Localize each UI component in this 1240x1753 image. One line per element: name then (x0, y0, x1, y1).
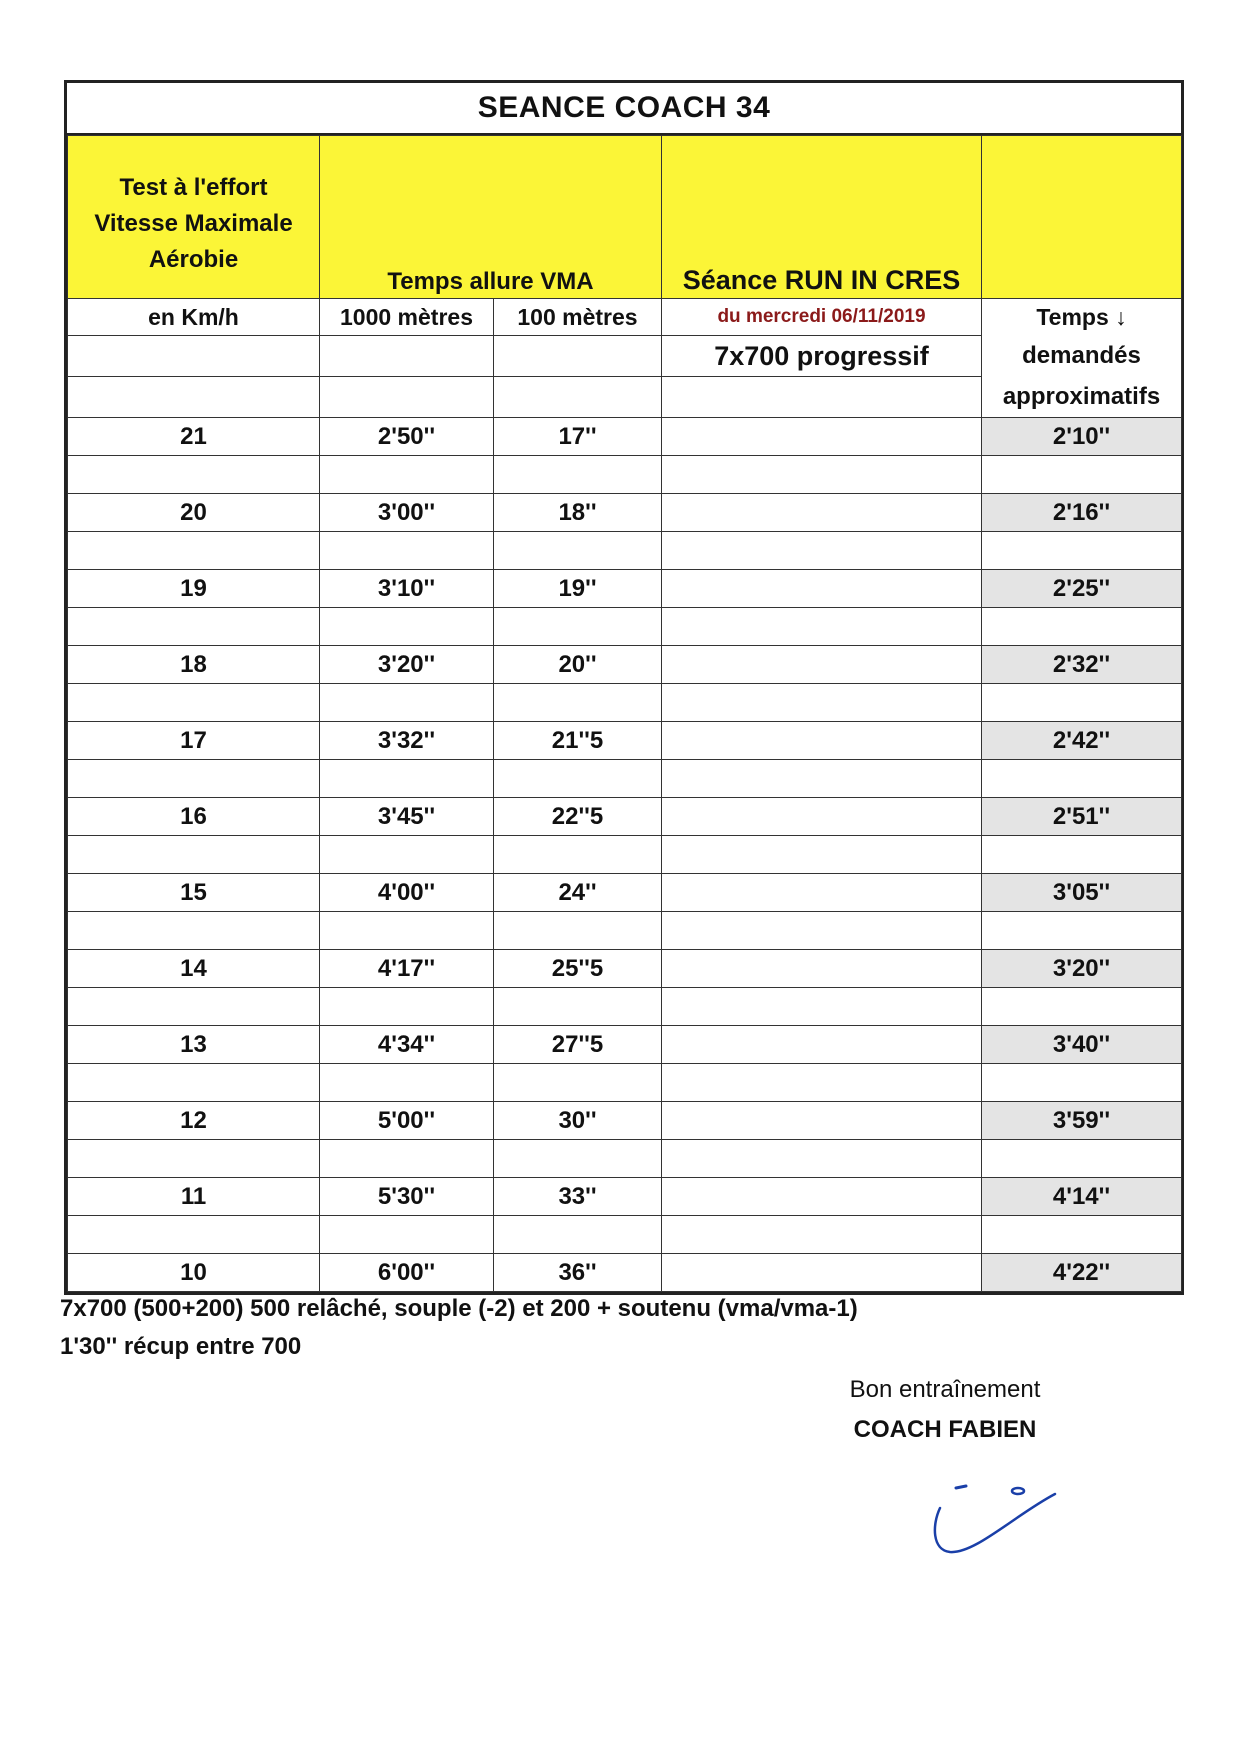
blank-row (68, 912, 1182, 950)
blank-row (68, 1216, 1182, 1254)
empty-cell (494, 532, 662, 570)
vma-value: 20 (68, 494, 320, 532)
empty-cell (662, 608, 982, 646)
blank-row (68, 760, 1182, 798)
target-time: 4'14'' (982, 1178, 1182, 1216)
empty-cell (320, 1140, 494, 1178)
empty-cell (320, 608, 494, 646)
empty-cell (68, 608, 320, 646)
pace-row (68, 1026, 1182, 1064)
empty-cell (68, 836, 320, 874)
vma-test-header (68, 136, 320, 299)
empty-cell (68, 1216, 320, 1254)
time-1000m: 3'10'' (320, 570, 494, 608)
target-time: 2'16'' (982, 494, 1182, 532)
pace-row (68, 494, 1182, 532)
target-time: 4'22'' (982, 1254, 1182, 1292)
vma-test-line: Aérobie (148, 246, 239, 273)
empty-cell (320, 912, 494, 950)
empty-cell (662, 760, 982, 798)
time-1000m: 6'00'' (320, 1254, 494, 1292)
empty-cell (982, 456, 1182, 494)
col-100-label: 100 mètres (494, 299, 662, 336)
empty-cell (662, 684, 982, 722)
empty-cell (662, 1102, 982, 1140)
vma-value: 17 (68, 722, 320, 760)
blank-row (68, 1140, 1182, 1178)
empty-cell (68, 336, 320, 377)
empty-cell (320, 836, 494, 874)
session-sheet (64, 80, 1184, 1295)
pace-row (68, 1254, 1182, 1292)
vma-value: 11 (68, 1178, 320, 1216)
empty-cell (982, 988, 1182, 1026)
empty-cell (982, 760, 1182, 798)
vma-value: 13 (68, 1026, 320, 1064)
empty-cell (982, 684, 1182, 722)
blank-row (68, 1064, 1182, 1102)
empty-cell (494, 608, 662, 646)
empty-cell (494, 336, 662, 377)
approx-label: approximatifs (982, 377, 1182, 418)
empty-cell (320, 1064, 494, 1102)
note-line: 1'30'' récup entre 700 (60, 1333, 302, 1360)
program-label: 7x700 progressif (662, 336, 982, 377)
coach-name: COACH FABIEN (853, 1416, 1037, 1443)
vma-value: 18 (68, 646, 320, 684)
empty-cell (662, 1026, 982, 1064)
vma-value: 14 (68, 950, 320, 988)
empty-cell (320, 532, 494, 570)
empty-cell (662, 722, 982, 760)
empty-cell (662, 874, 982, 912)
empty-cell (494, 760, 662, 798)
time-1000m: 3'32'' (320, 722, 494, 760)
empty-cell (662, 1178, 982, 1216)
vma-value: 16 (68, 798, 320, 836)
empty-cell (982, 532, 1182, 570)
empty-cell (982, 912, 1182, 950)
note-line: 7x700 (500+200) 500 relâché, souple (-2) et 200 + soutenu (vma/vma-1) (60, 1295, 858, 1322)
time-100m: 25''5 (494, 950, 662, 988)
blank-row (68, 684, 1182, 722)
empty-cell (662, 570, 982, 608)
time-100m: 21''5 (494, 722, 662, 760)
pace-row (68, 722, 1182, 760)
header-row (68, 136, 1182, 299)
time-1000m: 5'30'' (320, 1178, 494, 1216)
empty-cell (494, 1064, 662, 1102)
empty-cell (662, 988, 982, 1026)
col-1000-label: 1000 mètres (320, 299, 494, 336)
target-time: 3'05'' (982, 874, 1182, 912)
pace-table (67, 135, 1182, 1292)
time-100m: 24'' (494, 874, 662, 912)
vma-test-line: Test à l'effort (119, 174, 268, 201)
empty-cell (494, 684, 662, 722)
empty-cell (320, 988, 494, 1026)
unit-label: en Km/h (68, 299, 320, 336)
empty-cell (662, 377, 982, 418)
empty-cell (662, 646, 982, 684)
time-100m: 36'' (494, 1254, 662, 1292)
empty-cell (982, 836, 1182, 874)
empty-cell (68, 1064, 320, 1102)
time-100m: 19'' (494, 570, 662, 608)
closing-greeting: Bon entraînement (849, 1376, 1041, 1403)
empty-cell (320, 1216, 494, 1254)
time-1000m: 5'00'' (320, 1102, 494, 1140)
time-100m: 17'' (494, 418, 662, 456)
vma-value: 21 (68, 418, 320, 456)
empty-cell (662, 532, 982, 570)
time-1000m: 3'00'' (320, 494, 494, 532)
empty-cell (662, 456, 982, 494)
empty-cell (68, 760, 320, 798)
empty-cell (662, 494, 982, 532)
empty-cell (662, 418, 982, 456)
time-100m: 30'' (494, 1102, 662, 1140)
target-time: 2'51'' (982, 798, 1182, 836)
target-time: 2'42'' (982, 722, 1182, 760)
empty-cell (320, 377, 494, 418)
empty-cell (662, 1064, 982, 1102)
empty-header-cell (982, 136, 1182, 299)
subheader-row (68, 299, 1182, 336)
empty-cell (662, 1254, 982, 1292)
empty-cell (320, 336, 494, 377)
session-notes (60, 1290, 858, 1366)
blank-row (68, 988, 1182, 1026)
pace-row (68, 874, 1182, 912)
approx-row (68, 377, 1182, 418)
vma-value: 19 (68, 570, 320, 608)
empty-cell (662, 836, 982, 874)
empty-cell (320, 760, 494, 798)
empty-cell (982, 1064, 1182, 1102)
time-1000m: 4'34'' (320, 1026, 494, 1064)
vma-value: 15 (68, 874, 320, 912)
empty-cell (494, 377, 662, 418)
pace-row (68, 418, 1182, 456)
empty-cell (494, 988, 662, 1026)
empty-cell (494, 1140, 662, 1178)
time-100m: 18'' (494, 494, 662, 532)
empty-cell (662, 1216, 982, 1254)
empty-cell (494, 836, 662, 874)
blank-row (68, 608, 1182, 646)
temps-label-cell (982, 299, 1182, 336)
pace-row (68, 1102, 1182, 1140)
empty-cell (662, 912, 982, 950)
time-1000m: 3'45'' (320, 798, 494, 836)
pace-row (68, 1178, 1182, 1216)
closing-block (825, 1370, 1065, 1450)
empty-cell (494, 456, 662, 494)
vma-value: 10 (68, 1254, 320, 1292)
empty-cell (68, 377, 320, 418)
empty-cell (662, 950, 982, 988)
temps-label: Temps (1036, 303, 1109, 330)
empty-cell (982, 608, 1182, 646)
session-header: Séance RUN IN CRES (662, 136, 982, 299)
empty-cell (320, 684, 494, 722)
empty-cell (662, 1140, 982, 1178)
program-row (68, 336, 1182, 377)
time-1000m: 4'17'' (320, 950, 494, 988)
target-time: 2'32'' (982, 646, 1182, 684)
target-time: 3'20'' (982, 950, 1182, 988)
vma-test-line: Vitesse Maximale (94, 210, 293, 237)
demandes-label: demandés (982, 336, 1182, 377)
blank-row (68, 532, 1182, 570)
empty-cell (68, 456, 320, 494)
time-100m: 22''5 (494, 798, 662, 836)
pace-row (68, 646, 1182, 684)
empty-cell (494, 1216, 662, 1254)
pace-header: Temps allure VMA (320, 136, 662, 299)
time-100m: 27''5 (494, 1026, 662, 1064)
pace-row (68, 570, 1182, 608)
target-time: 2'10'' (982, 418, 1182, 456)
time-100m: 33'' (494, 1178, 662, 1216)
blank-row (68, 456, 1182, 494)
empty-cell (662, 798, 982, 836)
empty-cell (68, 532, 320, 570)
target-time: 3'59'' (982, 1102, 1182, 1140)
empty-cell (68, 1140, 320, 1178)
empty-cell (68, 988, 320, 1026)
empty-cell (68, 912, 320, 950)
time-1000m: 2'50'' (320, 418, 494, 456)
arrow-down-icon: ↓ (1115, 303, 1127, 330)
time-100m: 20'' (494, 646, 662, 684)
session-date: du mercredi 06/11/2019 (662, 299, 982, 336)
target-time: 2'25'' (982, 570, 1182, 608)
pace-row (68, 798, 1182, 836)
empty-cell (494, 912, 662, 950)
empty-cell (320, 456, 494, 494)
target-time: 3'40'' (982, 1026, 1182, 1064)
pace-row (68, 950, 1182, 988)
empty-cell (982, 1216, 1182, 1254)
page-title: SEANCE COACH 34 (67, 83, 1181, 135)
time-1000m: 4'00'' (320, 874, 494, 912)
blank-row (68, 836, 1182, 874)
empty-cell (68, 684, 320, 722)
time-1000m: 3'20'' (320, 646, 494, 684)
vma-value: 12 (68, 1102, 320, 1140)
handwritten-signature (930, 1480, 1070, 1580)
empty-cell (982, 1140, 1182, 1178)
